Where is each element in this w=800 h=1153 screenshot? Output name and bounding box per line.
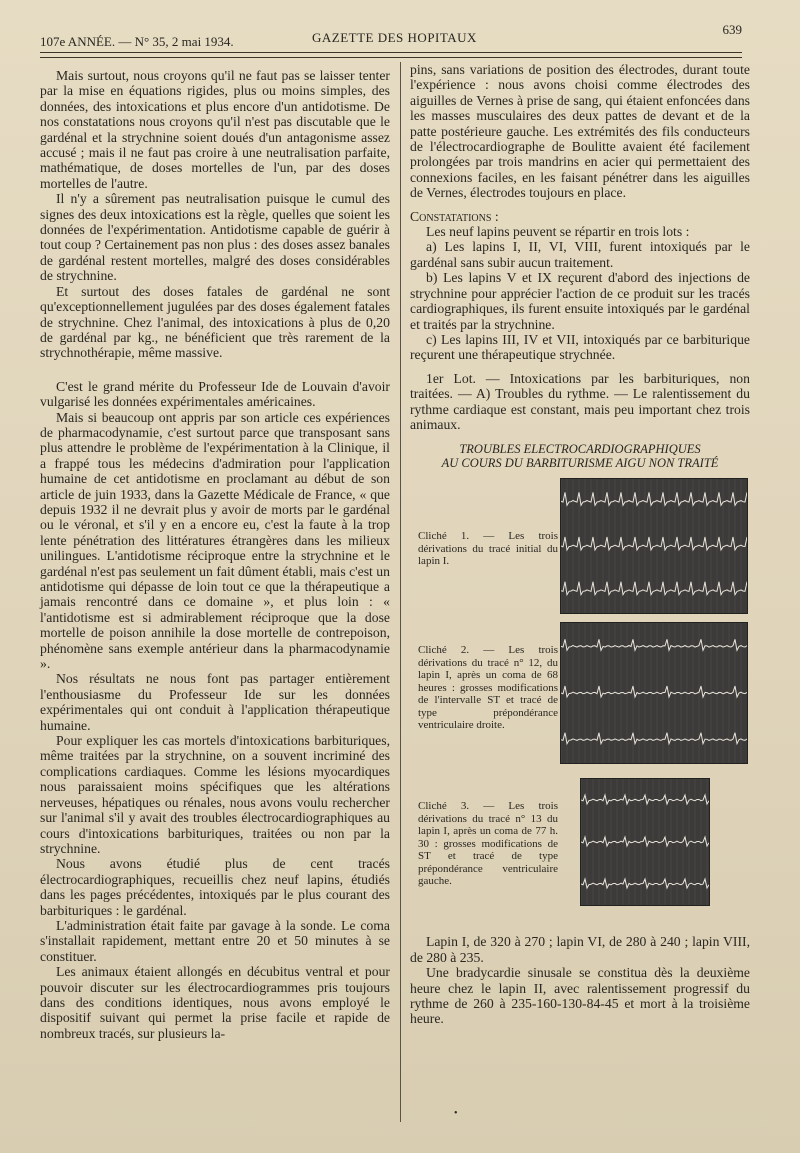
paragraph: Mais surtout, nous croyons qu'il ne faut pas se laisser tenter par la mise en équations rigides, plus ou moins simples, des données, des intoxications et plus encore d'un antidotisme. De nos constatations nous croyons qu'il n'est pas discutable que le gardénal et la strychnine soient doués d'un antagonisme assez accusé ; mais il ne faut pas croire à une neutralisation parfaite, mathématique, de doses mortelles de l'un, par des doses mortelles de l'autre. <box>40 68 390 191</box>
figure-cliche-3 <box>410 778 750 934</box>
paragraph: Nos résultats ne nous font pas partager entièrement l'enthousiasme du Professeur Ide sur les données expérimentales qui ont conduit à l'application thérapeutique humaine. <box>40 671 390 733</box>
journal-title: GAZETTE DES HOPITAUX <box>312 30 477 45</box>
spacer <box>410 201 750 209</box>
left-column <box>40 68 390 1041</box>
spacer <box>40 361 390 379</box>
figure-title <box>410 442 750 470</box>
right-column <box>410 62 750 1027</box>
page-number: 639 <box>722 22 742 37</box>
ecg-trace-image <box>560 622 748 764</box>
paragraph: c) Les lapins III, IV et VII, intoxiqués par ce barbiturique reçurent une thérapeutique strychnée. <box>410 331 750 363</box>
paragraph: 1er Lot. — Intoxications par les barbituriques, non traitées. — A) Troubles du rythme. — Le ralentissement du rythme cardiaque est constant, mais peu important chez trois animaux. <box>410 370 750 432</box>
page-header <box>40 22 742 50</box>
paragraph: L'administration était faite par gavage à la sonde. Le coma s'installait rapidement, mettant entre 20 et 50 minutes à se constituer. <box>40 917 390 964</box>
ecg-trace-image <box>580 778 710 906</box>
paragraph: Pour expliquer les cas mortels d'intoxications barbituriques, même traitées par la strychnine, on a souvent incriminé des complications cardiaques. Comme les lésions myocardiques nous paraissaient moins spécifiques que les altérations nerveuses, hépatiques ou rénales, nous avons voulu rechercher sur l'animal s'il y avait des troubles électrocardiographiques au cours d'intoxications barbituriques, traitées ou non par la strychnine. <box>40 733 390 856</box>
paragraph: Mais si beaucoup ont appris par son article ces expériences de pharmacodynamie, c'est surtout parce que transposant sans plus attendre le problème de l'expérimentation à la Clinique, il a frappé tous les médecins d'admiration pour l'application humaine de cet antidotisme en proclamant au début de son article de juin 1933, dans la Gazette Médicale de France, « que depuis 1932 il ne devrait plus y avoir de morts par le gardénal ou le véronal, et s'il y en a encore eu, c'est la faute à la trop lente pénétration des littératures étrangères dans les milieux unilingues. L'antidotisme réciproque entre la strychnine et le gardénal n'est pas seulement un fait dûment établi, mais c'est un antidotisme qui dépasse de loin tout ce que la thérapeutique a jamais rencontré dans ce domaine », et plus loin : « l'antidotisme est si admirablement réciproque que la dose mortelle de poison annihile la dose mortelle de contrepoison, phénomène sans exemple antérieur dans la pharmacodynamie ». <box>40 409 390 672</box>
paragraph: Et surtout des doses fatales de gardénal ne sont qu'exceptionnellement jugulées par des doses également fatales de strychnine. Chez l'animal, des intoxications à plus de 0,20 de gardénal par kg., ne bénéficient que très rarement de la strychnothérapie, même massive. <box>40 283 390 361</box>
ecg-derivation-trace <box>561 493 747 506</box>
ecg-derivation-trace <box>561 686 747 697</box>
issue-info: 107e ANNÉE. — N° 35, 2 mai 1934. <box>40 34 234 49</box>
paragraph: b) Les lapins V et IX reçurent d'abord des injections de strychnine pour apprécier l'action de ce produit sur les tracés cardiographiques, ils furent ensuite intoxiqués par le gardénal et traités par la strychnine. <box>410 270 750 332</box>
cliche-caption: Cliché 1. — Les trois dérivations du tracé initial du lapin I. <box>418 530 558 568</box>
ecg-derivation-trace <box>581 837 709 846</box>
paragraph: Il n'y a sûrement pas neutralisation puisque le cumul des signes des deux intoxications est la règle, quelles que soient les données de l'expérimentation. Antidotisme capable de guérir à tout coup ? Certainement pas non plus : des doses assez banales de gardénal restent mortelles, malgré des doses considérables de strychnine. <box>40 191 390 284</box>
figure-title-line: TROUBLES ELECTROCARDIOGRAPHIQUES <box>459 442 701 457</box>
cliche-caption: Cliché 2. — Les trois dérivations du tracé n° 12, du lapin I, après un coma de 68 heures : grosses modifications de l'intervalle ST et tracé de type prépondérance ventriculaire droite. <box>418 644 558 732</box>
paragraph: pins, sans variations de position des électrodes, durant toute l'expérience : nous avons choisi comme électrodes des aiguilles de Vernes à prise de sang, qui étaient enfoncées dans les masses musculaires des deux pattes de devant et de la patte postérieure gauche. Les extrémités des fils conducteurs de l'électrocardiographe de Boulitte avaient été facilement prolongées par trois mandrins en acier qui permettaient des connexions faciles, en les faisant pénétrer dans les aiguilles de Vernes, électrodes toujours en place. <box>410 62 750 201</box>
column-divider <box>400 62 401 1122</box>
header-rule <box>40 57 742 58</box>
ecg-derivation-trace <box>581 795 709 804</box>
ecg-trace-svg <box>561 623 747 763</box>
header-rule <box>40 52 742 53</box>
ecg-derivation-trace <box>561 582 747 595</box>
paragraph: Les animaux étaient allongés en décubitus ventral et pour pouvoir discuter sur les électrocardiogrammes pris toujours dans des conditions identiques, nous avons employé le dispositif suivant qui permet la prise facile et rapide de nombreux tracés, sur plusieurs la- <box>40 964 390 1041</box>
paragraph: a) Les lapins I, II, VI, VIII, furent intoxiqués par le gardénal sans subir aucun traitement. <box>410 239 750 270</box>
ecg-derivation-trace <box>561 537 747 550</box>
ecg-derivation-trace <box>561 640 747 651</box>
ecg-derivation-trace <box>581 879 709 888</box>
paragraph: Une bradycardie sinusale se constitua dès la deuxième heure chez le lapin II, avec ralentissement progressif du rythme de 260 à 235-160-130-84-45 et mort à la troisième heure. <box>410 965 750 1027</box>
figure-cliche-2 <box>410 622 750 778</box>
figure-title-line: AU COURS DU BARBITURISME AIGU NON TRAITÉ <box>441 456 719 471</box>
paragraph: Lapin I, de 320 à 270 ; lapin VI, de 280 à 240 ; lapin VIII, de 280 à 235. <box>410 934 750 965</box>
paragraph: C'est le grand mérite du Professeur Ide de Louvain d'avoir vulgarisé les données expérimentales américaines. <box>40 378 390 410</box>
paragraph: Nous avons étudié plus de cent tracés électrocardiographiques, recueillis chez neuf lapins, étudiés dans les pages précédentes, intoxiqués par le plus courant des barbituriques : le gardénal. <box>40 856 390 918</box>
cliche-caption: Cliché 3. — Les trois dérivations du tracé n° 13 du lapin I, après un coma de 77 h. 30 : grosses modifications de ST et tracé de type prépondérance ventriculaire gauche. <box>418 800 558 888</box>
paragraph: Les neuf lapins peuvent se répartir en trois lots : <box>426 224 690 240</box>
ecg-derivation-trace <box>561 733 747 744</box>
spacer <box>410 363 750 371</box>
ornament: • <box>454 1108 458 1119</box>
ecg-trace-svg <box>581 779 709 905</box>
section-heading: Constatations : <box>410 208 499 224</box>
ecg-trace-svg <box>561 479 747 613</box>
figure-cliche-1 <box>410 478 750 622</box>
ecg-trace-image <box>560 478 748 614</box>
